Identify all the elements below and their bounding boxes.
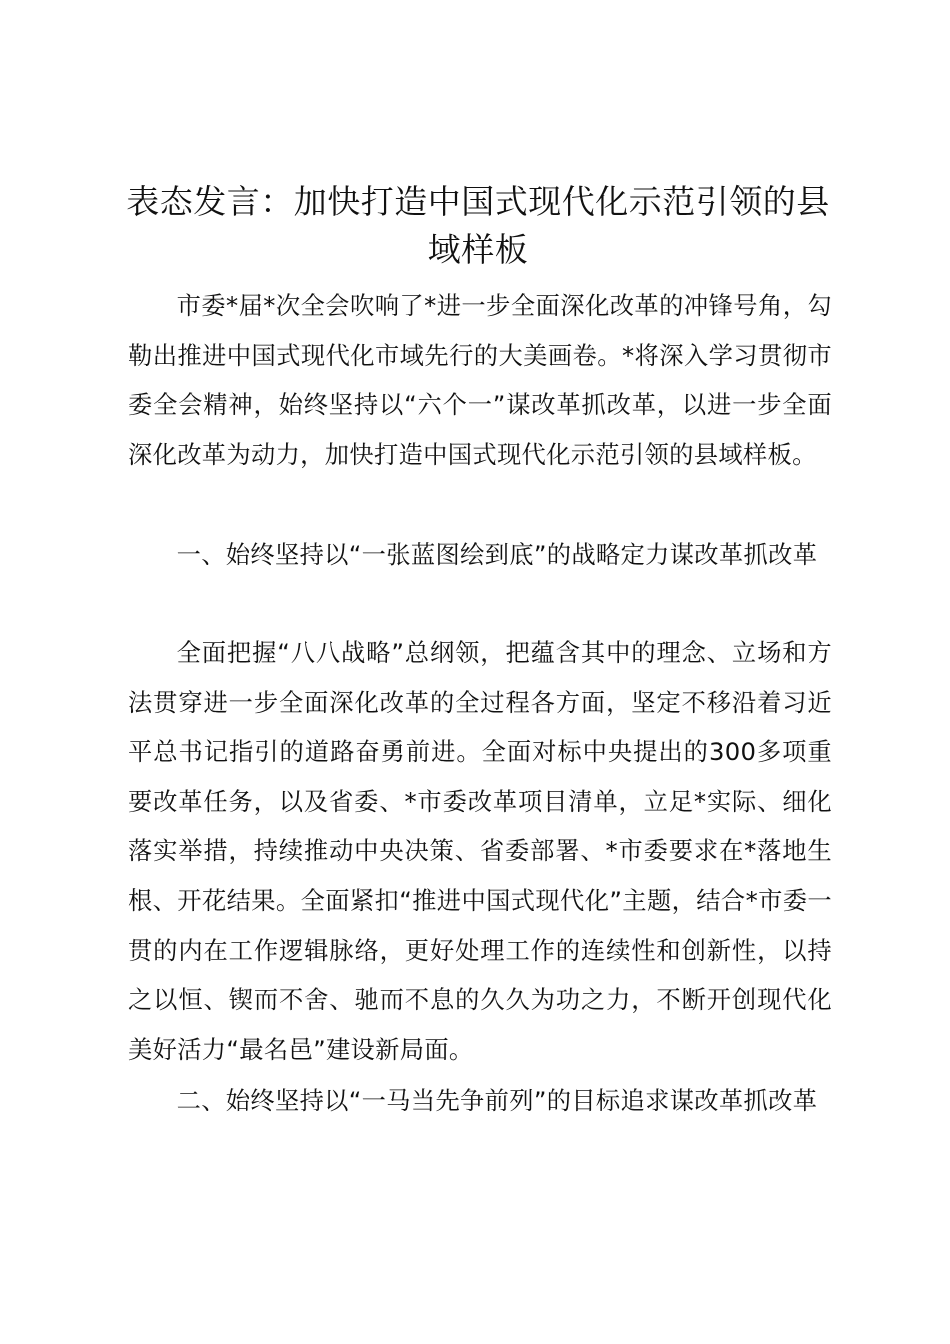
document-title: 表态发言：加快打造中国式现代化示范引领的县域样板 (126, 182, 830, 269)
section-heading-1: 一、始终坚持以“一张蓝图绘到底”的战略定力谋改革抓改革 (176, 540, 818, 569)
intro-paragraph: 市委*届*次全会吹响了*进一步全面深化改革的冲锋号角，勾勒出推进中国式现代化市域先行的大美画卷。*将深入学习贯彻市委全会精神，始终坚持以“六个一”谋改革抓改革，以进一步全面深化改革为动力，加快打造中国式现代化示范引领的县域样板。 (128, 291, 832, 469)
section-1-paragraph: 全面把握“八八战略”总纲领，把蕴含其中的理念、立场和方法贯穿进一步全面深化改革的全过程各方面，坚定不移沿着习近平总书记指引的道路奋勇前进。全面对标中央提出的300多项重要改革任务，以及省委、*市委改革项目清单，立足*实际、细化落实举措，持续推动中央决策、省委部署、*市委要求在*落地生根、开花结果。全面紧扣“推进中国式现代化”主题，结合*市委一贯的内在工作逻辑脉络，更好处理工作的连续性和创新性，以持之以恒、锲而不舍、驰而不息的久久为功之力，不断开创现代化美好活力“最名邑”建设新局面。 (128, 638, 832, 1064)
section-heading-2: 二、始终坚持以“一马当先争前列”的目标追求谋改革抓改革 (176, 1086, 818, 1115)
